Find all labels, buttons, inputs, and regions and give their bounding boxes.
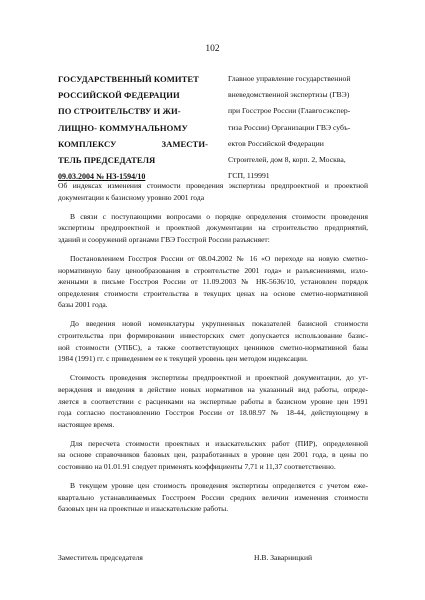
text-line: состоянию на 01.01.91 следует применять коэффициенты 7,71 и 11,37 соответственно. — [58, 461, 336, 471]
recipient-block — [228, 71, 378, 184]
text-line: базовых цен на проектные и изыскательские работы. — [58, 504, 229, 514]
text-line: 1984 (1991) гг. с приведением ее к текущей уровень цен методом индексации. — [58, 354, 308, 364]
text-line: экспертизы предпроектной и проектной документации на строительство предприятий, — [58, 223, 368, 233]
signatory-title: Заместитель председателя — [58, 553, 143, 562]
recipient-line: ГСП, 119991 — [228, 171, 270, 181]
text-line: Стоимость проведения экспертизы предпроектной и проектной документации, до ут- — [70, 373, 368, 383]
recipient-line: Строителей, дом 8, корп. 2, Москва, — [228, 155, 346, 165]
body-paragraph — [58, 253, 368, 311]
sender-line: ЛИЩНО- КОММУНАЛЬНОМУ — [58, 122, 188, 133]
text-line: верждения и введения в действие новых нормативов на указанный вид работы, опреде- — [58, 384, 368, 394]
text-line: квартально устанавливаемых Госстроем России средних величин изменения стоимости — [58, 492, 368, 502]
text-line: Для пересчета стоимости проектных и изыскательских работ (ПИР), определенной — [70, 438, 368, 448]
text-line: нормативную базу ценообразования в строительстве 2001 года» и разъяснениями, изло- — [58, 265, 368, 275]
recipient-line: вневедомственной экспертизы (ГВЭ) — [228, 90, 350, 100]
text-line: Об индексах изменения стоимости проведения экспертизы предпроектной и проектной — [58, 181, 368, 190]
text-line: настоящее время. — [58, 419, 115, 429]
text-line: базы 2001 года. — [58, 300, 108, 310]
text-line: ной стоимости (УПБС), а также соответствующих ценников сметно-нормативной базы — [58, 342, 368, 352]
recipient-line: ектов Российской Федерации — [228, 138, 324, 148]
subject-paragraph — [58, 180, 368, 203]
text-line: строительства при формировании инвесторских смет допускается использование базис- — [58, 331, 368, 341]
text-line: года согласно постановлению Госстроя России от 18.08.97 № 18-44, действующему в — [58, 408, 368, 418]
body-paragraph — [58, 211, 368, 246]
text-line: ляется в соответствии с расценками на экспертные работы в базисном уровне цен 1991 — [58, 396, 368, 406]
text-line: В текущем уровне цен стоимость проведения экспертизы определяется с учетом еже- — [70, 481, 368, 491]
sender-block — [58, 71, 218, 168]
sender-line: ГОСУДАРСТВЕННЫЙ КОМИТЕТ — [58, 74, 199, 84]
body-paragraph — [58, 372, 368, 430]
body-paragraph — [58, 480, 368, 515]
recipient-line: тиза России) Организации ГВЭ субъ- — [228, 122, 351, 132]
recipient-line: при Госстрое России (Главгосэкспер- — [228, 106, 351, 116]
sender-line: ТЕЛЬ ПРЕДСЕДАТЕЛЯ — [58, 155, 156, 166]
body-paragraph — [58, 318, 368, 364]
page-number: 102 — [205, 44, 220, 54]
sender-line: РОССИЙСКОЙ ФЕДЕРАЦИИ — [58, 90, 180, 101]
text-line: определения стоимости строительства в текущих ценах на основе сметно-нормативной — [58, 288, 368, 298]
sender-line: ПО СТРОИТЕЛЬСТВУ И ЖИ- — [58, 106, 181, 117]
text-line: До введения новой номенклатуры укрупненных показателей базисной стоимости — [70, 319, 368, 329]
text-line: В связи с поступающими вопросами о порядке определения стоимости проведения — [70, 211, 368, 221]
sender-word: ЗАМЕСТИ- — [161, 138, 208, 149]
text-line: зданий и сооружений органами ГВЭ Госстрой России разъясняет: — [58, 234, 270, 244]
text-line: документации к базисному уровню 2001 года — [58, 192, 205, 202]
letter-body — [58, 180, 368, 515]
text-line: на основе справочников базовых цен, разработанных в уровне цен 2001 года, в цены по — [58, 450, 368, 460]
document-number: 09.03.2004 № НЗ-1594/10 — [58, 172, 146, 181]
sender-line — [58, 136, 208, 152]
body-paragraph — [58, 438, 368, 473]
recipient-line: Главное управление государственной — [228, 74, 351, 83]
text-line: женными в письме Госстроя России от 11.09.2003 № НК-5636/10, установлен порядок — [58, 277, 368, 287]
signatory-name: Н.В. Заварницкий — [254, 553, 313, 562]
text-line: Постановлением Госстроя России от 08.04.2002 № 16 «О переходе на новую сметно- — [70, 253, 368, 263]
sender-word: КОМПЛЕКСУ — [58, 138, 117, 149]
